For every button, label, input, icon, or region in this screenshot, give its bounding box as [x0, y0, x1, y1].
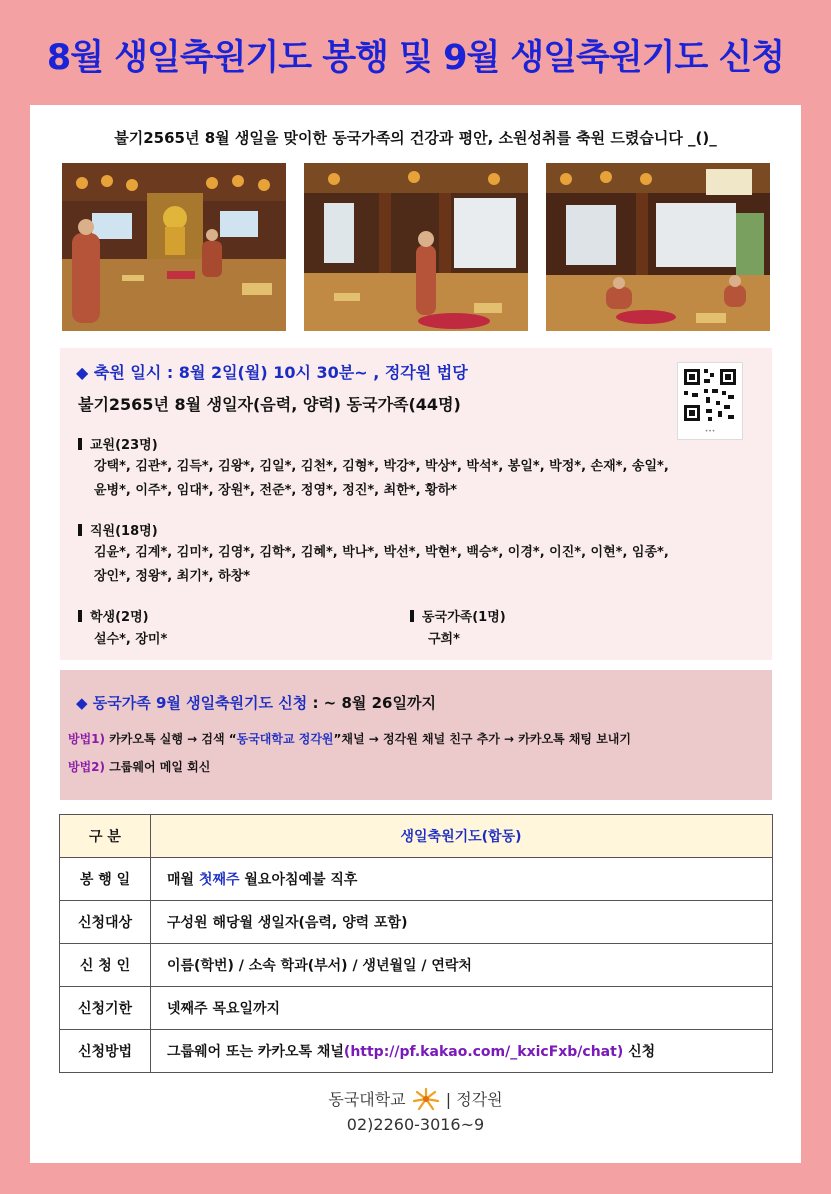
group-label-staff: 직원(18명): [78, 520, 158, 539]
footer: [30, 1087, 801, 1134]
group-names-family: 구희*: [428, 632, 460, 647]
row-key: 봉 행 일: [60, 858, 151, 901]
qr-code: [677, 362, 743, 440]
event-heading: ◆ 축원 일시 : 8월 2일(월) 10시 30분~ , 정각원 법당: [76, 363, 468, 382]
photo-strip: [62, 163, 770, 331]
group-label-students: 학생(2명): [78, 606, 149, 625]
svg-text:•••: •••: [704, 428, 716, 435]
dongguk-logo-icon: [411, 1087, 441, 1111]
application-box: [60, 670, 772, 800]
temple-photo-2: [304, 163, 528, 331]
method-2: 방법2) 그룹웨어 메일 회신: [68, 760, 211, 774]
kakao-channel-link[interactable]: (http://pf.kakao.com/_kxicFxb/chat): [343, 1044, 624, 1060]
row-key: 신청대상: [60, 901, 151, 944]
group-names-staff: 김윤*, 김계*, 김미*, 김영*, 김학*, 김혜*, 박나*, 박선*, 박현*, 백승*, 이경*, 이진*, 이현*, 임종*, 장인*, 정왕*, 최기*, 하창*: [94, 545, 669, 584]
table-row: [60, 987, 773, 1030]
intro-text: 불기2565년 8월 생일을 맞이한 동국가족의 건강과 평안, 소원성취를 축원 드렸습니다 _()_: [114, 129, 717, 147]
event-info-box: [60, 348, 772, 660]
row-value: 구성원 해당월 생일자(음력, 양력 포함): [151, 901, 773, 944]
table-row: [60, 944, 773, 987]
table-header-value: 생일축원기도(합동): [151, 815, 773, 858]
page-title: 8월 생일축원기도 봉행 및 9월 생일축원기도 신청: [46, 38, 785, 78]
table-row: [60, 901, 773, 944]
row-value: 넷째주 목요일까지: [151, 987, 773, 1030]
application-heading: ◆ 동국가족 9월 생일축원기도 신청 : ~ 8월 26일까지: [76, 694, 436, 712]
temple-photo-1: [62, 163, 286, 331]
table-header-row: [60, 815, 773, 858]
method-1: 방법1) 카카오톡 실행 → 검색 “동국대학교 정각원”채널 → 정각원 채널 친구 추가 → 카카오톡 채팅 보내기: [68, 732, 631, 746]
row-key: 신청기한: [60, 987, 151, 1030]
table-header-key: 구 분: [60, 815, 151, 858]
temple-photo-3: [546, 163, 770, 331]
table-row: [60, 1030, 773, 1073]
row-value: 그룹웨어 또는 카카오톡 채널(http://pf.kakao.com/_kxicFxb/chat) 신청: [151, 1030, 773, 1073]
info-table: [59, 814, 773, 1073]
group-names-students: 설수*, 장미*: [94, 632, 168, 647]
group-label-family: 동국가족(1명): [410, 606, 506, 625]
row-key: 신 청 인: [60, 944, 151, 987]
group-label-faculty: 교원(23명): [78, 434, 158, 453]
row-value: 매월 첫째주 월요아침예불 직후: [151, 858, 773, 901]
event-subheading: 불기2565년 8월 생일자(음력, 양력) 동국가족(44명): [78, 395, 461, 414]
row-key: 신청방법: [60, 1030, 151, 1073]
content-card: [30, 105, 801, 1163]
footer-org: 동국대학교 | 정각원: [30, 1087, 801, 1111]
footer-phone: 02)2260-3016~9: [346, 1115, 485, 1134]
table-row: [60, 858, 773, 901]
row-value: 이름(학번) / 소속 학과(부서) / 생년월일 / 연락처: [151, 944, 773, 987]
group-names-faculty: 강택*, 김관*, 김득*, 김왕*, 김일*, 김천*, 김형*, 박강*, 박상*, 박석*, 봉일*, 박정*, 손재*, 송일*, 윤병*, 이주*, 임대*, 장원*, 전준*, 정영*, 정진*, 최한*, 황하*: [94, 459, 669, 498]
